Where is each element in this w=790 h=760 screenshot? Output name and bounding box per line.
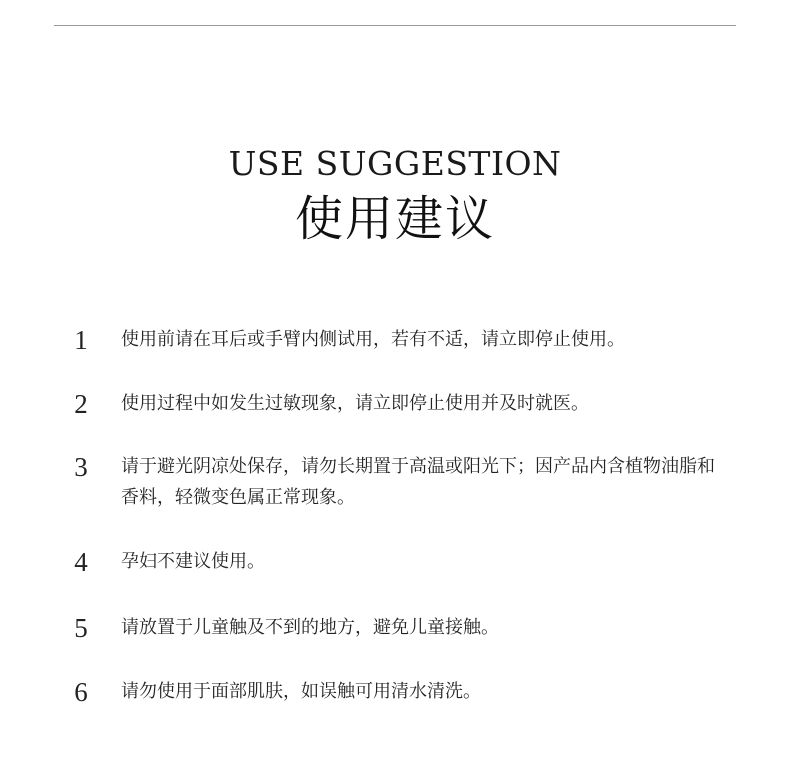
suggestion-number: 3 [74,452,88,482]
suggestion-text: 请勿使用于面部肌肤，如误触可用清水清洗。 [121,681,481,702]
suggestion-number: 6 [74,677,88,707]
suggestion-text: 请放置于儿童触及不到的地方，避免儿童接触。 [121,617,499,638]
top-divider [54,25,736,26]
suggestion-number: 2 [74,389,88,419]
suggestion-text: 请于避光阴凉处保存，请勿长期置于高温或阳光下；因产品内含植物油脂和香料，轻微变色属正常现象。 [121,456,715,508]
suggestion-number: 1 [74,325,88,355]
suggestion-number: 5 [74,613,88,643]
title-english: USE SUGGESTION [228,144,562,183]
suggestion-text: 使用前请在耳后或手臂内侧试用，若有不适，请立即停止使用。 [121,329,625,350]
suggestion-number: 4 [74,547,88,577]
suggestion-text: 孕妇不建议使用。 [121,551,265,572]
suggestion-text: 使用过程中如发生过敏现象，请立即停止使用并及时就医。 [121,393,589,414]
title-chinese: 使用建议 [294,191,495,247]
section-heading [0,143,790,249]
